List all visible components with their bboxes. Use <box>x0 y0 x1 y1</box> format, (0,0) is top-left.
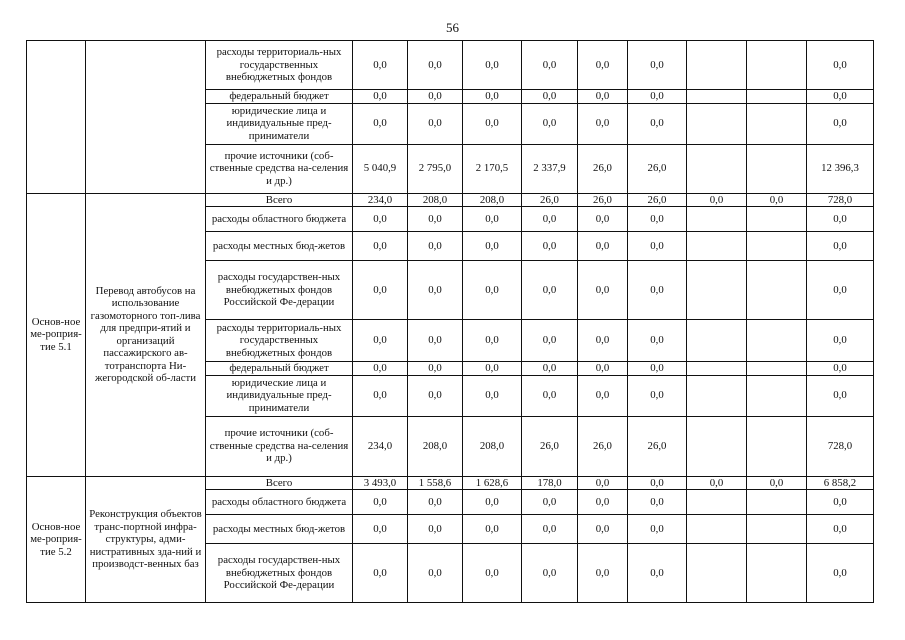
value-cell: 6 858,2 <box>807 476 874 490</box>
value-cell: 1 558,6 <box>408 476 463 490</box>
funding-source: Всего <box>206 193 353 207</box>
value-cell: 0,0 <box>522 515 578 544</box>
value-cell <box>687 232 747 261</box>
value-cell <box>747 261 807 320</box>
value-cell: 0,0 <box>463 362 522 376</box>
value-cell: 0,0 <box>578 544 628 603</box>
value-cell: 208,0 <box>408 416 463 476</box>
table-row <box>27 193 874 207</box>
value-cell: 208,0 <box>408 193 463 207</box>
value-cell: 0,0 <box>628 320 687 362</box>
value-cell: 0,0 <box>408 362 463 376</box>
value-cell: 0,0 <box>578 490 628 515</box>
value-cell <box>687 544 747 603</box>
value-cell: 728,0 <box>807 416 874 476</box>
value-cell: 26,0 <box>578 193 628 207</box>
funding-source: расходы государствен-ных внебюджетных фондов Российской Фе-дерации <box>206 261 353 320</box>
value-cell <box>747 544 807 603</box>
funding-source: федеральный бюджет <box>206 90 353 104</box>
value-cell: 234,0 <box>353 193 408 207</box>
value-cell <box>687 41 747 90</box>
value-cell: 0,0 <box>807 320 874 362</box>
event-name <box>86 41 206 194</box>
value-cell: 0,0 <box>522 232 578 261</box>
value-cell: 0,0 <box>408 261 463 320</box>
value-cell: 178,0 <box>522 476 578 490</box>
funding-source: Всего <box>206 476 353 490</box>
value-cell: 0,0 <box>807 103 874 144</box>
value-cell <box>747 416 807 476</box>
value-cell: 0,0 <box>687 476 747 490</box>
value-cell: 0,0 <box>628 476 687 490</box>
value-cell <box>687 261 747 320</box>
value-cell <box>747 232 807 261</box>
funding-source: расходы областного бюджета <box>206 490 353 515</box>
funding-source: расходы территориаль-ных государственных внебюджетных фондов <box>206 320 353 362</box>
value-cell <box>687 416 747 476</box>
value-cell: 0,0 <box>463 103 522 144</box>
value-cell: 0,0 <box>463 375 522 416</box>
funding-source: расходы областного бюджета <box>206 207 353 232</box>
value-cell: 26,0 <box>522 193 578 207</box>
value-cell: 12 396,3 <box>807 144 874 193</box>
value-cell: 0,0 <box>522 41 578 90</box>
value-cell <box>747 515 807 544</box>
value-cell: 0,0 <box>408 232 463 261</box>
table-row <box>27 41 874 90</box>
funding-source: юридические лица и индивидуальные пред-приниматели <box>206 375 353 416</box>
value-cell: 0,0 <box>578 41 628 90</box>
funding-source: расходы территориаль-ных государственных внебюджетных фондов <box>206 41 353 90</box>
value-cell: 0,0 <box>578 476 628 490</box>
value-cell: 728,0 <box>807 193 874 207</box>
value-cell: 1 628,6 <box>463 476 522 490</box>
event-name: Реконструкция объектов транс-портной инфра-структуры, адми-нистративных зда-ний и производст-венных баз <box>86 476 206 603</box>
value-cell: 0,0 <box>463 261 522 320</box>
value-cell: 0,0 <box>628 232 687 261</box>
value-cell: 0,0 <box>807 490 874 515</box>
value-cell: 0,0 <box>353 515 408 544</box>
value-cell: 0,0 <box>578 232 628 261</box>
value-cell: 0,0 <box>628 362 687 376</box>
value-cell <box>747 490 807 515</box>
value-cell: 5 040,9 <box>353 144 408 193</box>
value-cell: 0,0 <box>353 362 408 376</box>
value-cell: 0,0 <box>353 320 408 362</box>
value-cell: 208,0 <box>463 193 522 207</box>
value-cell: 0,0 <box>463 232 522 261</box>
page-number: 56 <box>446 20 459 35</box>
value-cell: 0,0 <box>628 490 687 515</box>
value-cell <box>747 362 807 376</box>
value-cell: 0,0 <box>353 490 408 515</box>
funding-source: федеральный бюджет <box>206 362 353 376</box>
funding-source: расходы местных бюд-жетов <box>206 232 353 261</box>
value-cell: 0,0 <box>628 41 687 90</box>
event-name: Перевод автобусов на использование газомоторного топ-лива для предпри-ятий и организаций пассажирского ав-тотранспорта Ни-жегородской об-ласти <box>86 193 206 476</box>
value-cell: 0,0 <box>807 362 874 376</box>
value-cell <box>747 375 807 416</box>
value-cell: 0,0 <box>353 261 408 320</box>
event-label: Основ-ное ме-роприя-тие 5.2 <box>27 476 86 603</box>
table-body <box>27 41 874 603</box>
value-cell: 0,0 <box>353 375 408 416</box>
value-cell: 234,0 <box>353 416 408 476</box>
value-cell <box>747 144 807 193</box>
value-cell: 0,0 <box>578 207 628 232</box>
value-cell: 0,0 <box>353 90 408 104</box>
value-cell <box>687 207 747 232</box>
value-cell: 0,0 <box>522 320 578 362</box>
value-cell <box>747 90 807 104</box>
value-cell: 0,0 <box>463 544 522 603</box>
value-cell: 0,0 <box>578 103 628 144</box>
value-cell <box>687 375 747 416</box>
value-cell <box>687 362 747 376</box>
value-cell: 0,0 <box>628 375 687 416</box>
value-cell <box>687 490 747 515</box>
event-label: Основ-ное ме-роприя-тие 5.1 <box>27 193 86 476</box>
value-cell <box>687 90 747 104</box>
value-cell: 0,0 <box>408 207 463 232</box>
funding-source: прочие источники (соб-ственные средства на-селения и др.) <box>206 144 353 193</box>
value-cell: 0,0 <box>353 207 408 232</box>
value-cell: 0,0 <box>408 544 463 603</box>
value-cell: 26,0 <box>578 144 628 193</box>
value-cell: 0,0 <box>408 375 463 416</box>
value-cell: 0,0 <box>353 232 408 261</box>
value-cell: 0,0 <box>578 320 628 362</box>
value-cell: 0,0 <box>463 90 522 104</box>
value-cell: 208,0 <box>463 416 522 476</box>
value-cell <box>687 144 747 193</box>
value-cell: 0,0 <box>522 207 578 232</box>
value-cell: 0,0 <box>463 320 522 362</box>
value-cell: 0,0 <box>408 90 463 104</box>
value-cell: 2 795,0 <box>408 144 463 193</box>
value-cell <box>747 41 807 90</box>
value-cell: 0,0 <box>807 544 874 603</box>
value-cell: 0,0 <box>463 515 522 544</box>
value-cell: 0,0 <box>628 515 687 544</box>
value-cell: 26,0 <box>578 416 628 476</box>
value-cell <box>687 103 747 144</box>
value-cell: 3 493,0 <box>353 476 408 490</box>
funding-source: прочие источники (соб-ственные средства на-селения и др.) <box>206 416 353 476</box>
value-cell: 26,0 <box>628 193 687 207</box>
value-cell: 0,0 <box>522 103 578 144</box>
value-cell: 0,0 <box>807 375 874 416</box>
value-cell: 0,0 <box>628 103 687 144</box>
value-cell: 0,0 <box>522 261 578 320</box>
value-cell <box>687 515 747 544</box>
event-label <box>27 41 86 194</box>
value-cell <box>687 320 747 362</box>
value-cell: 0,0 <box>807 261 874 320</box>
value-cell: 0,0 <box>463 41 522 90</box>
value-cell <box>747 207 807 232</box>
value-cell <box>747 103 807 144</box>
value-cell: 26,0 <box>628 416 687 476</box>
funding-source: расходы государствен-ных внебюджетных фондов Российской Фе-дерации <box>206 544 353 603</box>
value-cell: 0,0 <box>628 207 687 232</box>
value-cell: 0,0 <box>353 103 408 144</box>
value-cell: 26,0 <box>628 144 687 193</box>
value-cell: 0,0 <box>807 232 874 261</box>
value-cell: 0,0 <box>463 207 522 232</box>
value-cell: 0,0 <box>578 90 628 104</box>
value-cell: 0,0 <box>408 515 463 544</box>
value-cell: 0,0 <box>807 90 874 104</box>
value-cell: 0,0 <box>353 41 408 90</box>
value-cell: 0,0 <box>408 320 463 362</box>
value-cell: 0,0 <box>578 362 628 376</box>
value-cell: 0,0 <box>687 193 747 207</box>
value-cell: 0,0 <box>463 490 522 515</box>
funding-source: юридические лица и индивидуальные пред-приниматели <box>206 103 353 144</box>
value-cell: 0,0 <box>747 476 807 490</box>
value-cell: 0,0 <box>408 41 463 90</box>
value-cell: 0,0 <box>353 544 408 603</box>
table-row <box>27 476 874 490</box>
value-cell: 0,0 <box>522 375 578 416</box>
value-cell: 0,0 <box>408 103 463 144</box>
value-cell: 0,0 <box>628 90 687 104</box>
value-cell: 0,0 <box>522 90 578 104</box>
value-cell: 0,0 <box>807 41 874 90</box>
value-cell: 0,0 <box>578 261 628 320</box>
value-cell: 0,0 <box>578 375 628 416</box>
value-cell: 0,0 <box>807 207 874 232</box>
funding-source: расходы местных бюд-жетов <box>206 515 353 544</box>
value-cell: 2 337,9 <box>522 144 578 193</box>
value-cell: 0,0 <box>628 261 687 320</box>
value-cell: 0,0 <box>578 515 628 544</box>
value-cell: 0,0 <box>628 544 687 603</box>
value-cell: 0,0 <box>747 193 807 207</box>
value-cell: 0,0 <box>522 362 578 376</box>
value-cell <box>747 320 807 362</box>
value-cell: 0,0 <box>522 544 578 603</box>
budget-table <box>26 40 874 603</box>
value-cell: 0,0 <box>408 490 463 515</box>
value-cell: 0,0 <box>522 490 578 515</box>
value-cell: 0,0 <box>807 515 874 544</box>
value-cell: 26,0 <box>522 416 578 476</box>
value-cell: 2 170,5 <box>463 144 522 193</box>
